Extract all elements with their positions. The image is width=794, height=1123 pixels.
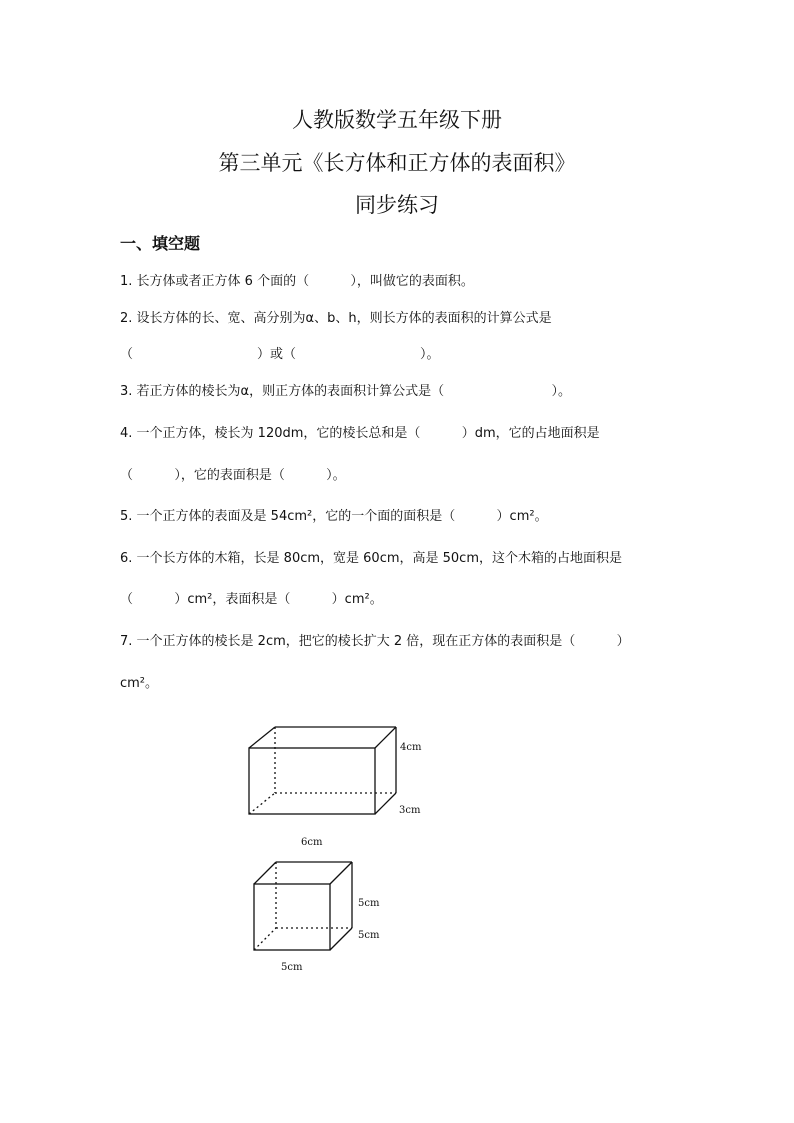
question-line: cm²。 (120, 676, 159, 691)
question-line: （ ），它的表面积是（ ）。 (120, 468, 346, 483)
doc-subtitle: 第三单元《长方体和正方体的表面积》 (218, 151, 576, 175)
cuboid-edge (249, 727, 275, 748)
cuboid-front-face (249, 748, 375, 814)
section-heading: 一、填空题 (120, 234, 201, 253)
cuboid-height-label: 4cm (400, 742, 422, 753)
cuboid-length-label: 6cm (301, 837, 323, 848)
cube-figure (254, 862, 352, 950)
question-line: 4. 一个正方体，棱长为 120dm，它的棱长总和是（ ）dm，它的占地面积是 (120, 426, 600, 441)
cube-edge (330, 928, 352, 950)
cuboid-edge (375, 793, 396, 814)
cube-edge (330, 862, 352, 884)
doc-subtitle-2: 同步练习 (355, 193, 439, 217)
question-line: （ ）或（ ）。 (120, 347, 440, 362)
question-line: 2. 设长方体的长、宽、高分别为α、b、h，则长方体的表面积的计算公式是 (120, 311, 552, 326)
question-line: 7. 一个正方体的棱长是 2cm，把它的棱长扩大 2 倍，现在正方体的表面积是（ ） (120, 634, 630, 649)
question-line: 5. 一个正方体的表面及是 54cm²，它的一个面的面积是（ ）cm²。 (120, 509, 548, 524)
doc-title: 人教版数学五年级下册 (292, 108, 502, 132)
cube-length-label: 5cm (281, 962, 303, 973)
cuboid-edge (375, 727, 396, 748)
cuboid-width-label: 3cm (399, 805, 421, 816)
cube-front-face (254, 884, 330, 950)
cube-hidden-edge (254, 928, 276, 950)
cuboid-hidden-edge (249, 793, 275, 814)
question-line: 3. 若正方体的棱长为α，则正方体的表面积计算公式是（ ）。 (120, 384, 572, 399)
question-line: 1. 长方体或者正方体 6 个面的（ ），叫做它的表面积。 (120, 274, 474, 289)
cube-height-label: 5cm (358, 898, 380, 909)
question-line: （ ）cm²，表面积是（ ）cm²。 (120, 592, 383, 607)
cube-width-label: 5cm (358, 930, 380, 941)
cuboid-figure (249, 727, 396, 814)
question-line: 6. 一个长方体的木箱，长是 80cm，宽是 60cm，高是 50cm，这个木箱的占地面积是 (120, 551, 622, 566)
cube-edge (254, 862, 276, 884)
